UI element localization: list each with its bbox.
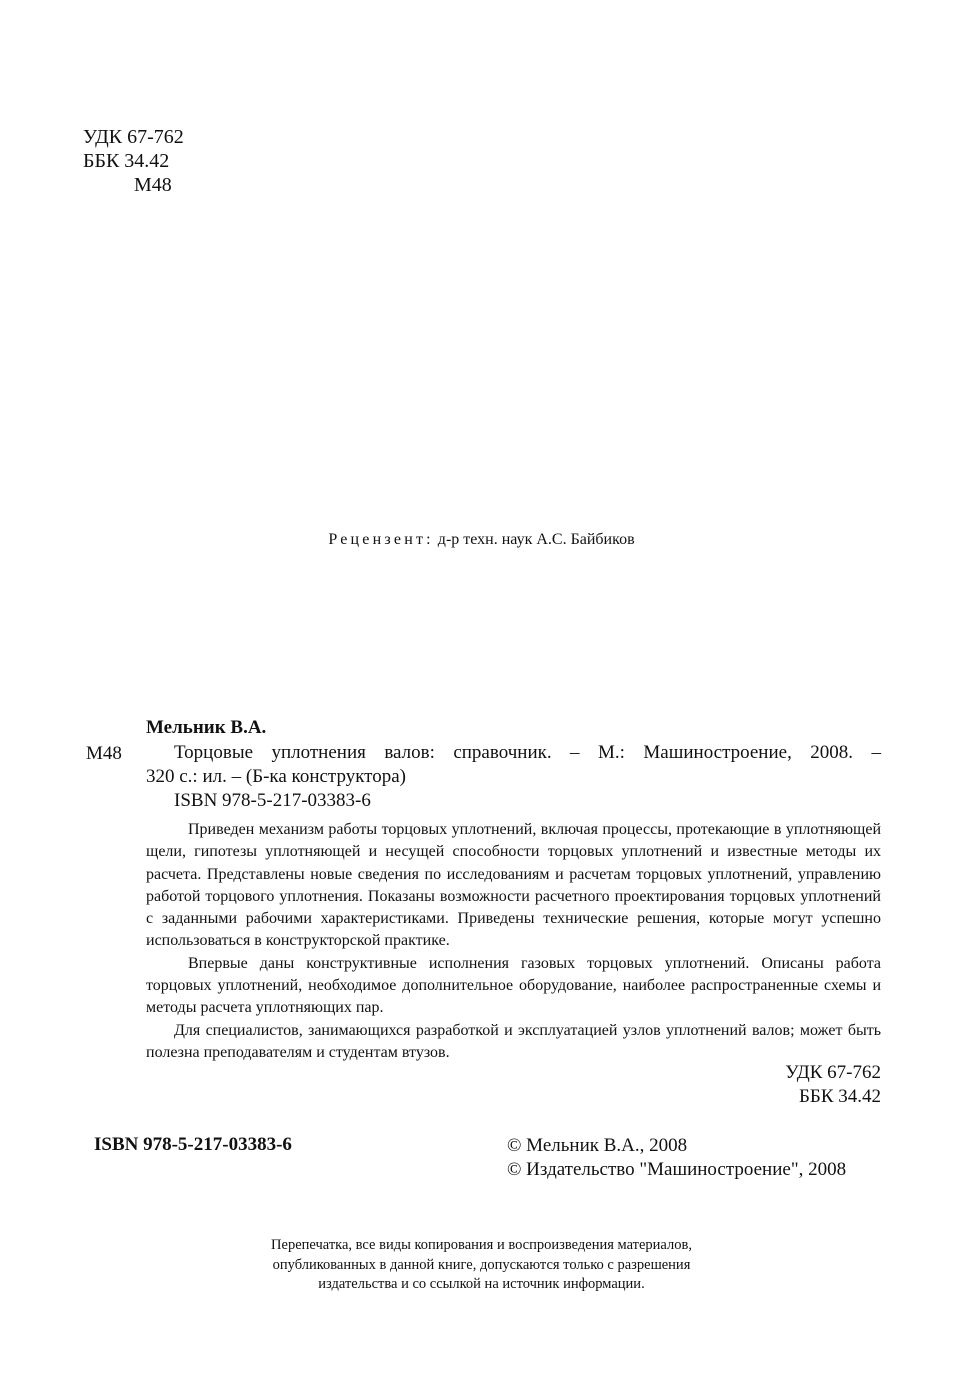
copyright-author: © Мельник В.А., 2008 — [507, 1135, 688, 1156]
notice-line-1: Перепечатка, все виды копирования и воспроизведения материалов, — [271, 1237, 692, 1253]
reviewer-label: Рецензент: — [328, 531, 434, 548]
copyright-block — [507, 1134, 846, 1182]
catalog-author-mark: М48 — [86, 743, 122, 764]
isbn: ISBN 978-5-217-03383-6 — [94, 1134, 292, 1155]
reviewer-name: д-р техн. наук А.С. Байбиков — [437, 531, 635, 548]
bottom-classification-codes — [785, 1061, 881, 1109]
catalog-title-line1: Торцовые уплотнения валов: справочник. – М.: Машиностроение, 2008. – — [174, 742, 881, 763]
header-udk: УДК 67-762 — [83, 126, 184, 148]
abstract-paragraph-1: Приведен механизм работы торцовых уплотнений, включая процессы, протекающие в уплотняющей щели, гипотезы уплотняющей и несущей способности торцовых уплотнений и известные методы их расчета. Представлены новые сведения по исследованиям и расчетам торцовых уплотнений, управлению работой торцового уплотнения. Показаны возможности расчетного проектирования торцовых уплотнений с заданными рабочими характеристиками. Приведены технические решения, которые могут успешно использоваться в конструкторской практике. — [146, 821, 881, 950]
copyright-publisher: © Издательство "Машиностроение", 2008 — [507, 1159, 847, 1180]
header-bbk: ББК 34.42 — [83, 150, 170, 172]
catalog-isbn-line: ISBN 978-5-217-03383-6 — [174, 790, 371, 811]
notice-line-3: издательства и со ссылкой на источник информации. — [318, 1276, 645, 1292]
abstract-paragraph-3: Для специалистов, занимающихся разработкой и эксплуатацией узлов уплотнений валов; может быть полезна преподавателям и студентам втузов. — [146, 1021, 881, 1061]
header-classification-codes — [83, 125, 184, 197]
catalog-title-line2: 320 с.: ил. – (Б-ка конструктора) — [146, 766, 406, 787]
bottom-udk: УДК 67-762 — [785, 1062, 881, 1083]
abstract-paragraph-2: Впервые даны конструктивные исполнения газовых торцовых уплотнений. Описаны работа торцовых уплотнений, необходимое дополнительное оборудование, наиболее распространенные схемы и методы расчета уплотняющих пар. — [146, 954, 881, 1017]
reviewer-line — [0, 531, 963, 549]
notice-line-2: опубликованных в данной книге, допускаются только с разрешения — [272, 1256, 691, 1273]
reprint-notice — [0, 1236, 963, 1295]
catalog-author: Мельник В.А. — [146, 717, 267, 738]
catalog-description — [146, 741, 881, 813]
header-author-mark: М48 — [134, 174, 172, 196]
bottom-bbk: ББК 34.42 — [799, 1086, 881, 1107]
abstract — [146, 819, 881, 1064]
